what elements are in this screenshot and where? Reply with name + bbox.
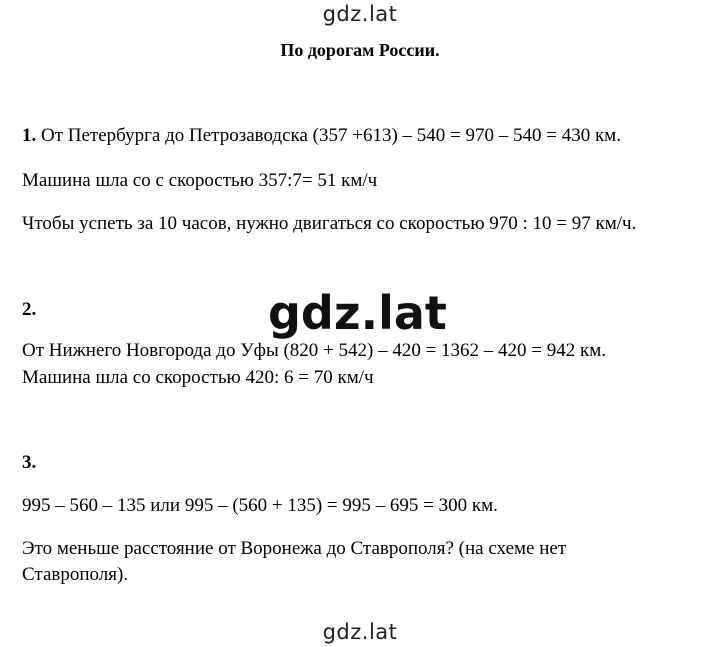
task1-number: 1. — [22, 125, 37, 146]
task3-number: 3. — [22, 452, 37, 473]
task1-text1: От Петербурга до Петрозаводска (357 +613) – 540 = 970 – 540 = 430 км. — [41, 125, 621, 146]
task1-line1 — [22, 125, 621, 147]
watermark-top: gdz.lat — [322, 2, 398, 26]
task3-line1: 995 – 560 – 135 или 995 – (560 + 135) = 995 – 695 = 300 км. — [22, 495, 498, 516]
task3-line2: Это меньше расстояние от Воронежа до Ставрополя? (на схеме нет — [22, 538, 567, 559]
page-title: По дорогам России. — [280, 40, 440, 60]
task1-line3: Чтобы успеть за 10 часов, нужно двигаться со скоростью 970 : 10 = 97 км/ч. — [22, 213, 637, 234]
task2-line2: Машина шла со скоростью 420: 6 = 70 км/ч — [22, 367, 374, 388]
task2-number: 2. — [22, 299, 37, 320]
watermark-bottom: gdz.lat — [322, 620, 398, 644]
task2-line1: От Нижнего Новгорода до Уфы (820 + 542) – 420 = 1362 – 420 = 942 км. — [22, 340, 607, 361]
task3-line3: Ставрополя). — [22, 564, 129, 585]
task1-line2: Машина шла со с скоростью 357:7= 51 км/ч — [22, 170, 378, 191]
watermark-middle: gdz.lat — [268, 286, 447, 340]
